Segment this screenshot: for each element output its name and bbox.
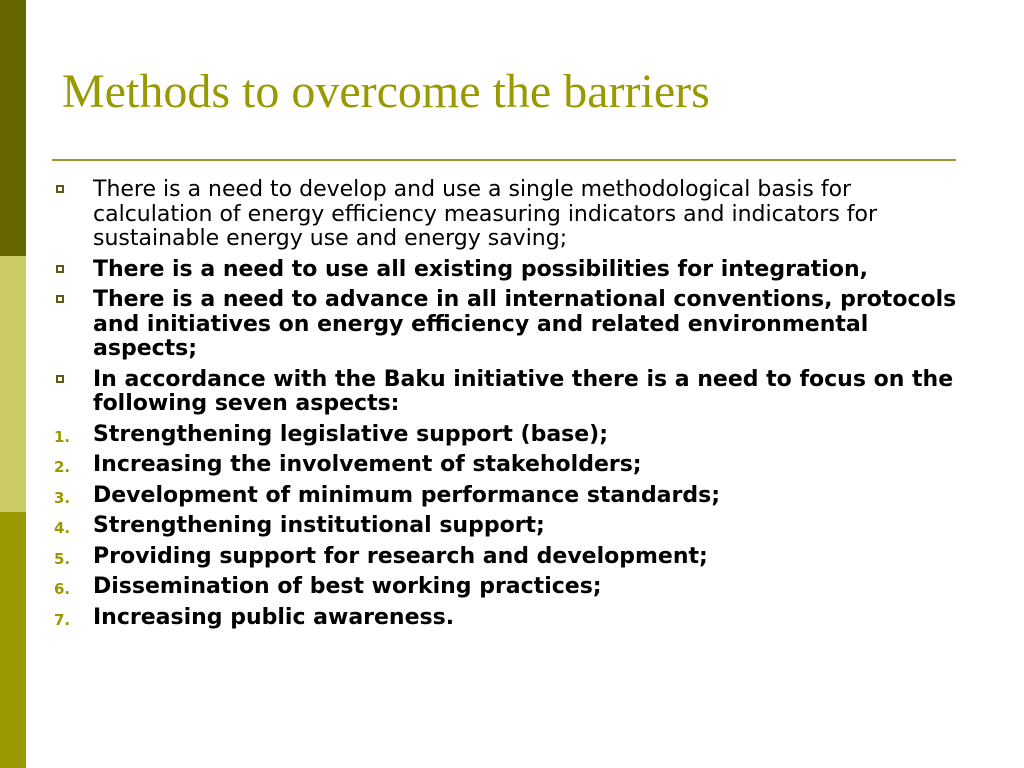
bullet-item xyxy=(48,178,958,252)
item-number: 4. xyxy=(54,519,71,537)
bullet-text: There is a need to develop and use a single methodological basis for calculation of energy efficiency measuring indicators and indicators for sustainable energy use and energy saving; xyxy=(93,177,878,251)
numbered-item xyxy=(48,453,958,478)
numbered-text: Increasing the involvement of stakeholders; xyxy=(93,452,642,477)
numbered-text: Increasing public awareness. xyxy=(93,604,455,630)
numbered-item xyxy=(48,484,958,509)
slide-body xyxy=(48,178,958,636)
sidebar-segment-middle xyxy=(0,256,26,512)
item-number: 1. xyxy=(54,427,71,446)
hollow-square-bullet-icon xyxy=(56,185,64,193)
numbered-text: Development of minimum performance standards; xyxy=(93,482,721,508)
numbered-item xyxy=(48,545,958,570)
hollow-square-bullet-icon xyxy=(56,265,64,273)
bullet-item xyxy=(48,288,958,362)
item-number: 7. xyxy=(54,610,71,629)
item-number: 2. xyxy=(54,458,71,476)
title-divider xyxy=(52,159,956,161)
hollow-square-bullet-icon xyxy=(56,295,64,303)
bullet-item xyxy=(48,258,958,283)
bullet-item xyxy=(48,368,958,417)
numbered-text: Dissemination of best working practices; xyxy=(93,574,602,599)
numbered-item xyxy=(48,514,958,539)
numbered-text: Providing support for research and development; xyxy=(93,543,708,569)
numbered-item xyxy=(48,606,958,631)
bullet-text: In accordance with the Baku initiative there is a need to focus on the following seven aspects: xyxy=(93,366,954,416)
sidebar-segment-bottom xyxy=(0,512,26,768)
numbered-text: Strengthening institutional support; xyxy=(93,513,545,538)
sidebar-segment-top xyxy=(0,0,26,256)
numbered-item xyxy=(48,423,958,448)
bullet-text: There is a need to use all existing possibilities for integration, xyxy=(93,256,868,282)
hollow-square-bullet-icon xyxy=(56,375,64,383)
slide-title: Methods to overcome the barriers xyxy=(62,65,710,118)
bullet-text: There is a need to advance in all international conventions, protocols and initiatives on energy efficiency and related environmental aspects; xyxy=(93,287,957,361)
item-number: 3. xyxy=(54,488,71,507)
item-number: 5. xyxy=(54,549,71,568)
item-number: 6. xyxy=(54,580,71,598)
sidebar-accent xyxy=(0,0,26,768)
numbered-text: Strengthening legislative support (base); xyxy=(93,421,609,447)
numbered-item xyxy=(48,575,958,600)
